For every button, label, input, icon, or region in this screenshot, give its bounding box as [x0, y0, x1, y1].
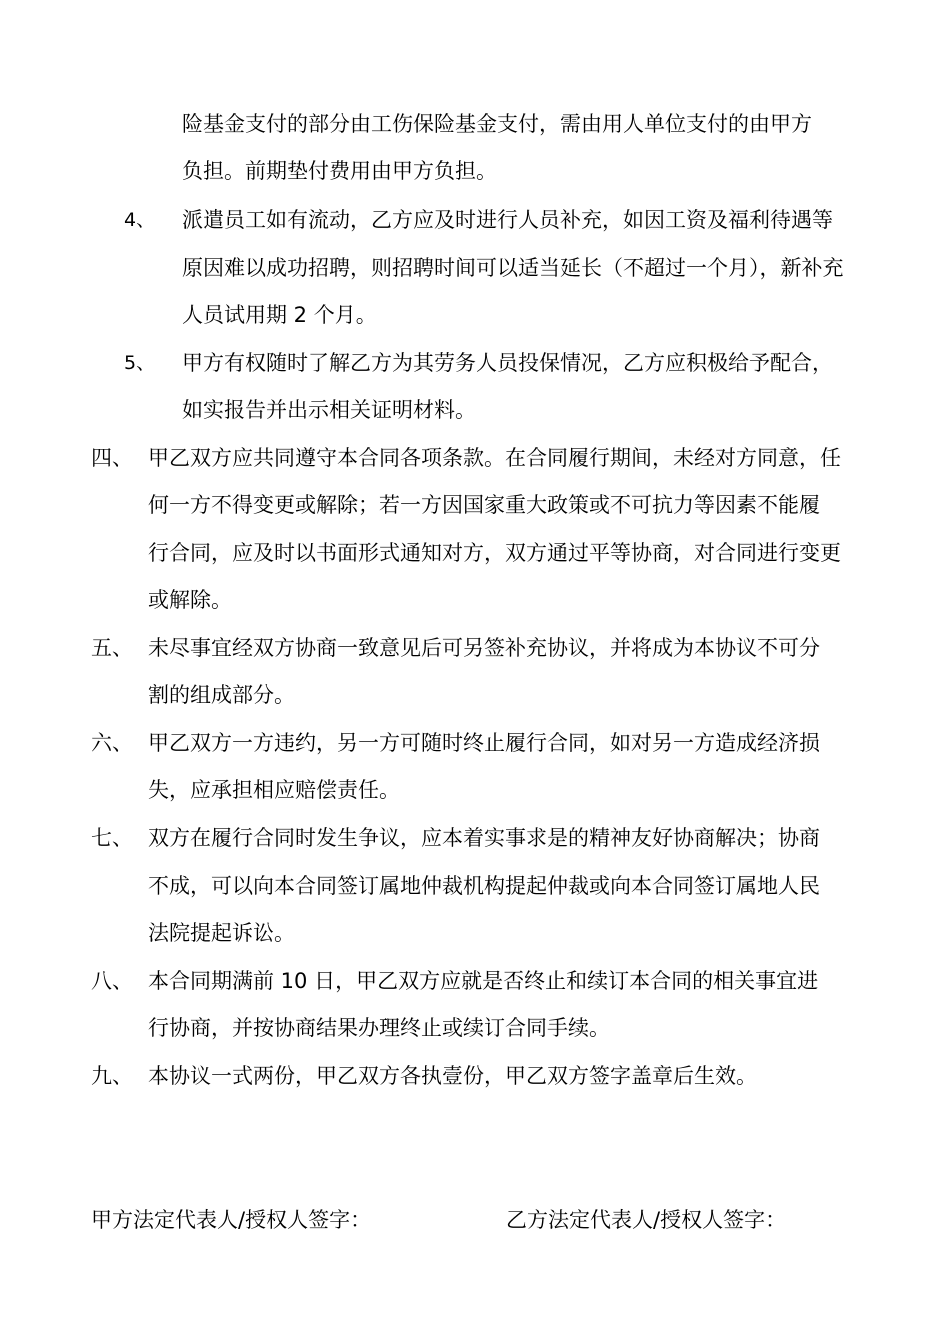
subitem-line: 原因难以成功招聘，则招聘时间可以适当延长（不超过一个月），新补充 — [182, 256, 844, 280]
clause-line: 法院提起诉讼。 — [148, 921, 295, 945]
subitem-number: 4、 — [124, 209, 156, 231]
party-a-signature-label: 甲方法定代表人/授权人签字： — [91, 1208, 372, 1232]
subitem-line: 如实报告并出示相关证明材料。 — [182, 398, 476, 422]
continuation-line: 险基金支付的部分由工伤保险基金支付，需由用人单位支付的由甲方 — [182, 112, 812, 136]
clause-line: 失，应承担相应赔偿责任。 — [148, 778, 400, 802]
clause-line: 何一方不得变更或解除；若一方因国家重大政策或不可抗力等因素不能履 — [148, 493, 820, 517]
subitem-line: 甲方有权随时了解乙方为其劳务人员投保情况，乙方应积极给予配合， — [182, 351, 833, 375]
clause-number: 八、 — [91, 969, 133, 993]
clause-number: 五、 — [91, 636, 133, 660]
clause-line: 行合同，应及时以书面形式通知对方，双方通过平等协商，对合同进行变更 — [148, 541, 841, 565]
clause-line: 或解除。 — [148, 588, 232, 612]
continuation-line: 负担。前期垫付费用由甲方负担。 — [182, 159, 497, 183]
clause-line: 本合同期满前 10 日，甲乙双方应就是否终止和续订本合同的相关事宜进 — [148, 969, 819, 993]
clause-line: 双方在履行合同时发生争议，应本着实事求是的精神友好协商解决；协商 — [148, 826, 820, 850]
party-b-signature-label: 乙方法定代表人/授权人签字： — [506, 1208, 787, 1232]
clause-line: 甲乙双方应共同遵守本合同各项条款。在合同履行期间，未经对方同意，任 — [148, 446, 841, 470]
clause-line: 本协议一式两份，甲乙双方各执壹份，甲乙双方签字盖章后生效。 — [148, 1064, 757, 1088]
clause-number: 九、 — [91, 1064, 133, 1088]
clause-line: 行协商，并按协商结果办理终止或续订合同手续。 — [148, 1016, 610, 1040]
clause-line: 甲乙双方一方违约，另一方可随时终止履行合同，如对另一方造成经济损 — [148, 731, 820, 755]
subitem-line: 派遣员工如有流动，乙方应及时进行人员补充，如因工资及福利待遇等 — [182, 208, 833, 232]
subitem-number: 5、 — [124, 352, 156, 374]
subitem-line: 人员试用期 2 个月。 — [182, 303, 377, 327]
clause-number: 七、 — [91, 826, 133, 850]
clause-line: 未尽事宜经双方协商一致意见后可另签补充协议，并将成为本协议不可分 — [148, 636, 820, 660]
clause-number: 六、 — [91, 731, 133, 755]
clause-number: 四、 — [91, 446, 133, 470]
clause-line: 割的组成部分。 — [148, 683, 295, 707]
clause-line: 不成，可以向本合同签订属地仲裁机构提起仲裁或向本合同签订属地人民 — [148, 874, 820, 898]
